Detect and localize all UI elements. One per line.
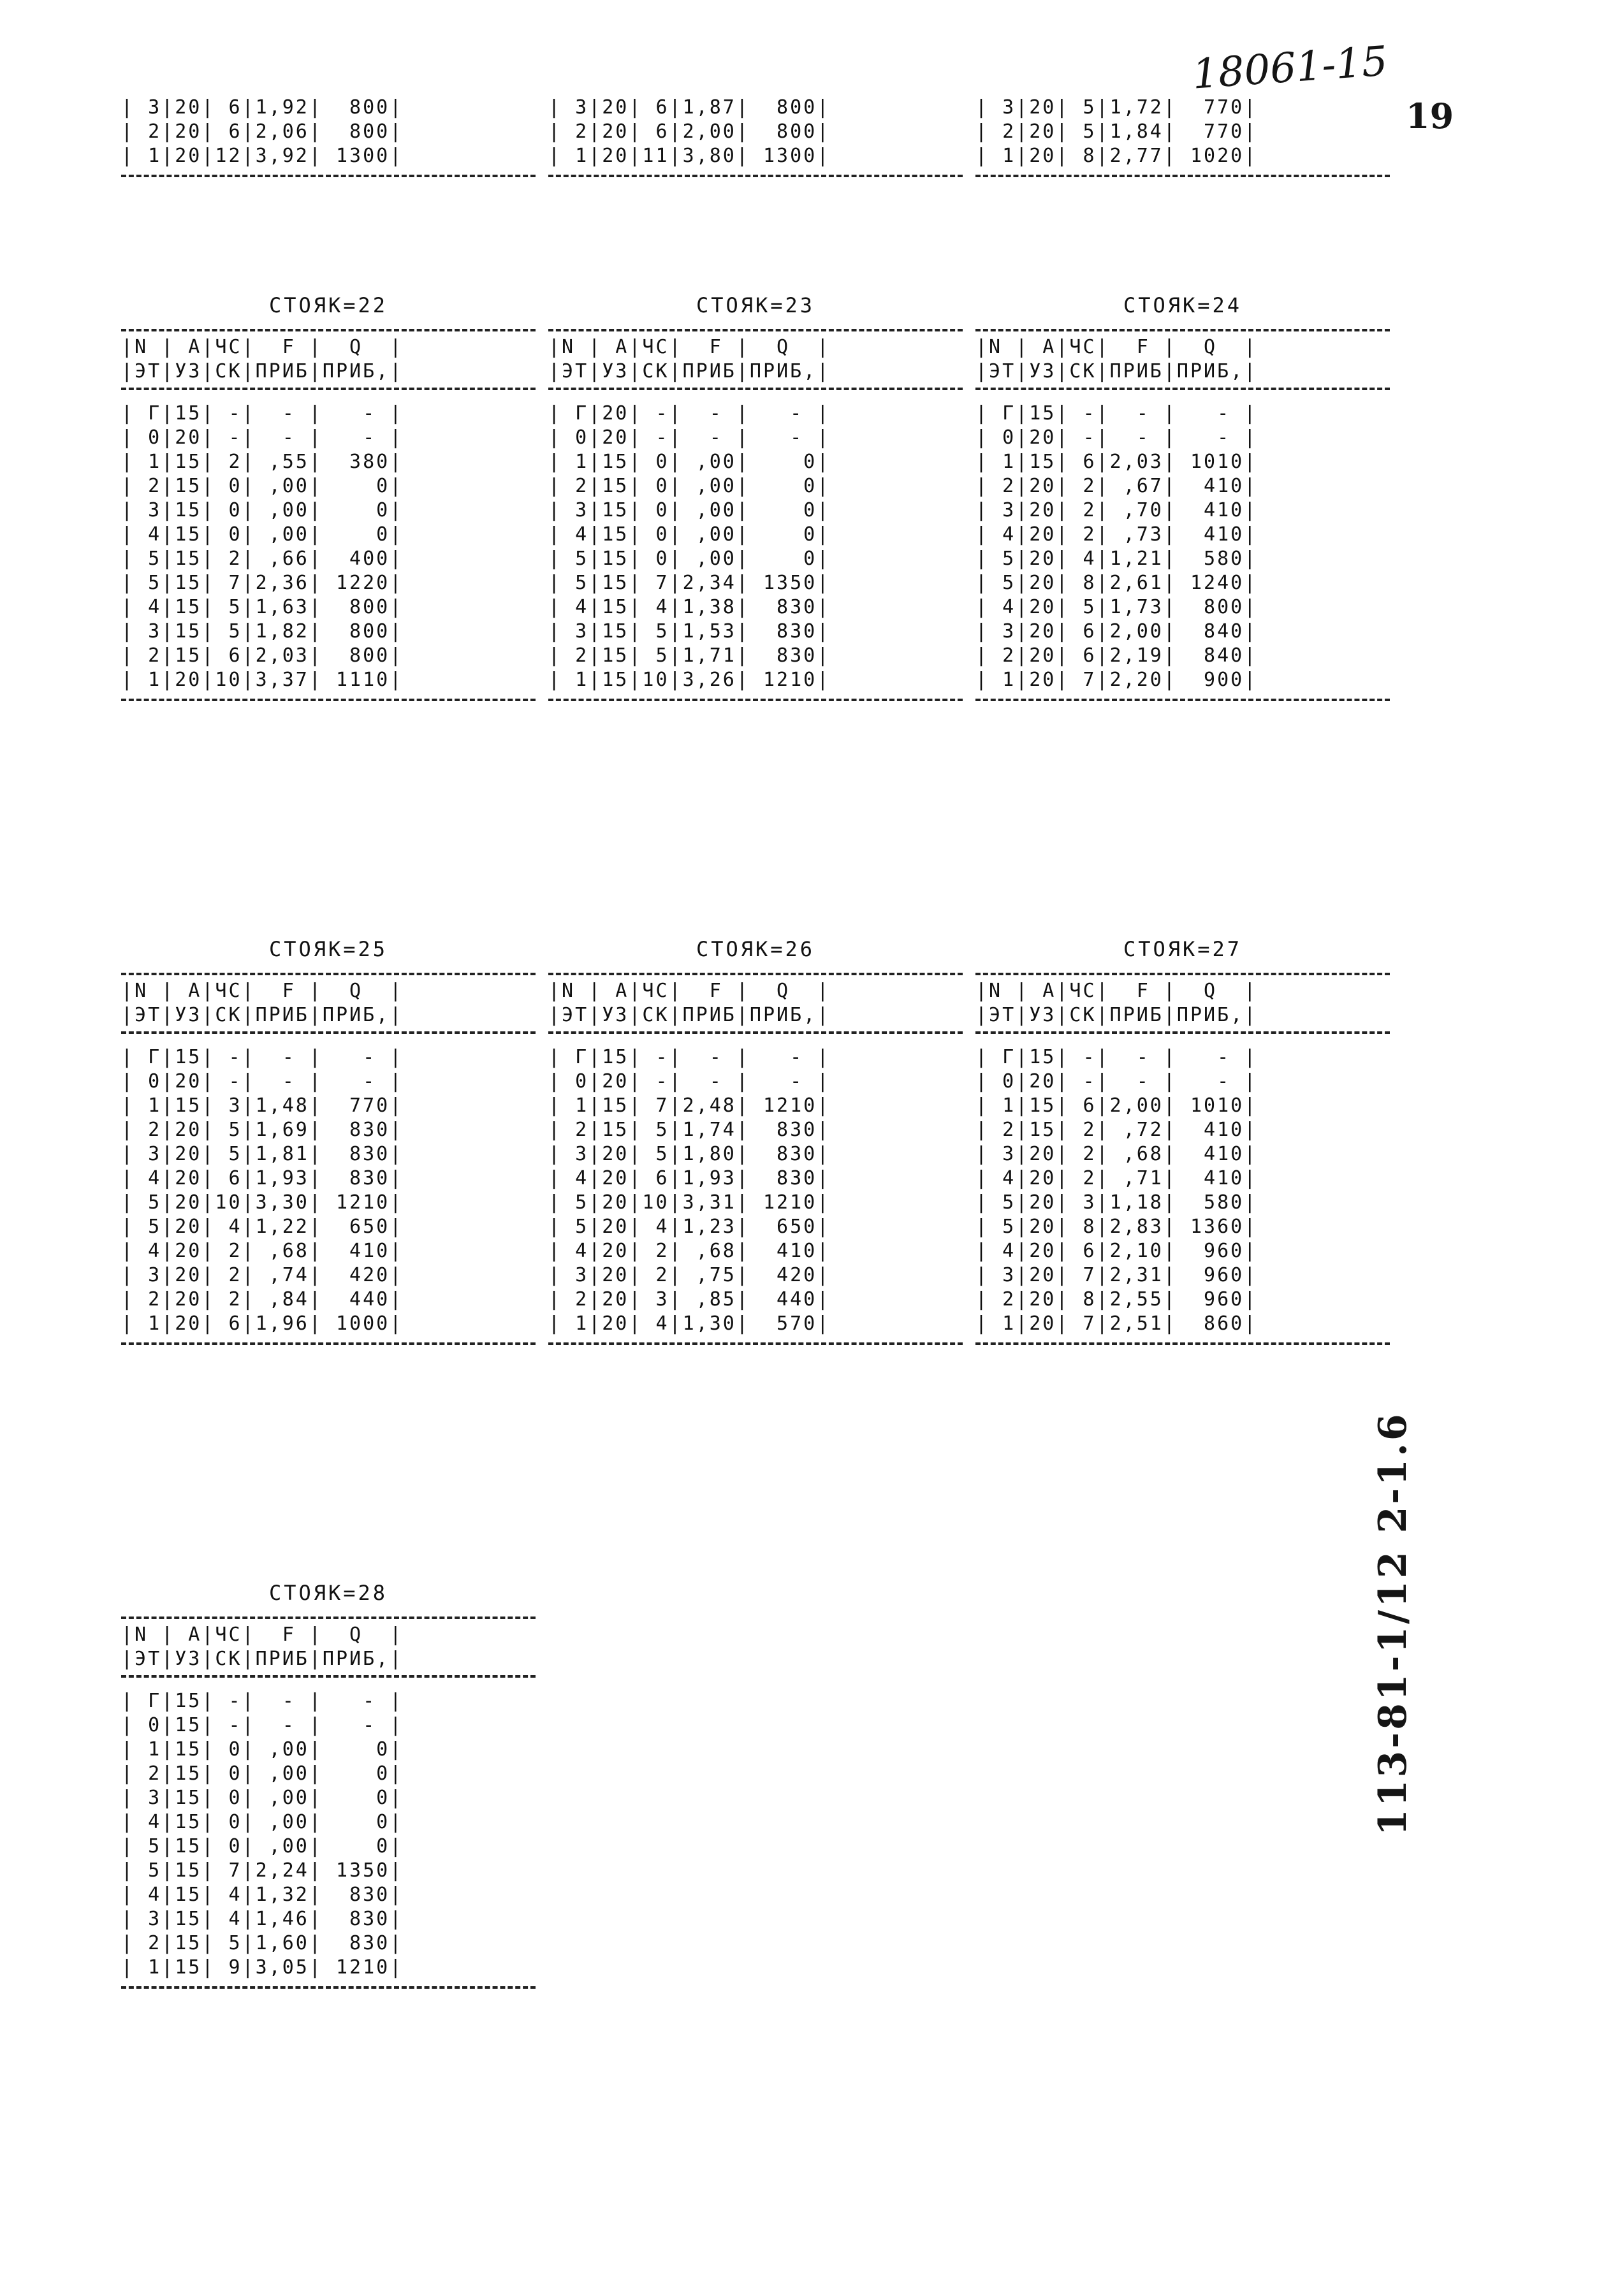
table-row: | 1|15| 6|2,00| 1010| [975, 1094, 1258, 1117]
column-header-line-1: |N | А|ЧС| F | Q | [121, 980, 404, 1002]
table-row: | 4|15| 0| ,00| 0| [121, 1811, 404, 1833]
column-header-line-1: |N | А|ЧС| F | Q | [548, 980, 831, 1002]
table-row: | 2|15| 0| ,00| 0| [121, 475, 404, 497]
table-row: | 1|20| 6|1,96| 1000| [121, 1312, 404, 1335]
table-row: | 0|20| -| - | - | [548, 426, 831, 449]
table-row: | 3|20| 6|1,87| 800| [548, 96, 831, 119]
column-header-line-2: |ЭТ|УЗ|СК|ПРИБ|ПРИБ,| [121, 1648, 404, 1670]
table-border [975, 329, 1390, 331]
table-border [121, 1617, 536, 1619]
table-row: | Г|15| -| - | - | [121, 402, 404, 425]
table-row: | 5|20| 4|1,22| 650| [121, 1216, 404, 1238]
riser-table-25 [121, 937, 536, 1349]
table-row: | 3|15| 0| ,00| 0| [121, 1787, 404, 1809]
table-row: | 5|15| 0| ,00| 0| [121, 1835, 404, 1857]
table-row: | 3|20| 5|1,72| 770| [975, 96, 1258, 119]
table-row: | 2|20| 5|1,84| 770| [975, 120, 1258, 143]
table-row: | 0|20| -| - | - | [121, 426, 404, 449]
table-row: | 1|15| 0| ,00| 0| [548, 451, 831, 473]
table-border [975, 1342, 1390, 1345]
table-border [548, 1342, 963, 1345]
table-row: | 3|20| 6|2,00| 840| [975, 620, 1258, 643]
table-row: | 2|15| 0| ,00| 0| [121, 1762, 404, 1785]
top-fragment-2 [548, 96, 963, 181]
column-header-line-2: |ЭТ|УЗ|СК|ПРИБ|ПРИБ,| [975, 360, 1258, 382]
riser-table-23 [548, 293, 963, 705]
table-row: | 1|20|11|3,80| 1300| [548, 145, 831, 167]
table-row: | 2|15| 5|1,74| 830| [548, 1119, 831, 1141]
table-row: | 5|15| 7|2,34| 1350| [548, 572, 831, 594]
table-row: | 5|20| 4|1,23| 650| [548, 1216, 831, 1238]
table-border [121, 1675, 536, 1678]
column-header-line-2: |ЭТ|УЗ|СК|ПРИБ|ПРИБ,| [121, 1004, 404, 1026]
table-row: | 0|20| -| - | - | [975, 1070, 1258, 1093]
table-row: | 2|20| 6|2,00| 800| [548, 120, 831, 143]
table-row: | 1|20| 7|2,51| 860| [975, 1312, 1258, 1335]
table-row: | 5|20|10|3,30| 1210| [121, 1191, 404, 1214]
column-header-line-2: |ЭТ|УЗ|СК|ПРИБ|ПРИБ,| [548, 360, 831, 382]
table-row: | 4|20| 2| ,71| 410| [975, 1167, 1258, 1189]
table-row: | 4|20| 2| ,73| 410| [975, 523, 1258, 546]
handwritten-document-number: 18061-15 [1190, 38, 1389, 99]
table-row: | 1|20|12|3,92| 1300| [121, 145, 404, 167]
table-row: | 4|15| 4|1,32| 830| [121, 1884, 404, 1906]
table-body [975, 402, 1390, 692]
column-header-line-2: |ЭТ|УЗ|СК|ПРИБ|ПРИБ,| [121, 360, 404, 382]
table-border [548, 973, 963, 975]
table-row: | 0|15| -| - | - | [121, 1714, 404, 1736]
table-row: | 5|15| 7|2,24| 1350| [121, 1859, 404, 1882]
table-row: | 1|20| 4|1,30| 570| [548, 1312, 831, 1335]
column-header-line-1: |N | А|ЧС| F | Q | [975, 336, 1258, 358]
table-row: | 1|15| 9|3,05| 1210| [121, 1956, 404, 1979]
table-row: | 1|15| 6|2,03| 1010| [975, 451, 1258, 473]
table-row: | 0|20| -| - | - | [548, 1070, 831, 1093]
table-body [121, 1689, 536, 1980]
table-row: | 2|20| 2| ,84| 440| [121, 1288, 404, 1311]
table-border [121, 973, 536, 975]
table-border [121, 1342, 536, 1345]
table-border [975, 699, 1390, 701]
table-row: | 2|20| 6|2,06| 800| [121, 120, 404, 143]
column-header-line-2: |ЭТ|УЗ|СК|ПРИБ|ПРИБ,| [548, 1004, 831, 1026]
table-row: | 2|20| 3| ,85| 440| [548, 1288, 831, 1311]
table-row: | 2|15| 5|1,60| 830| [121, 1932, 404, 1954]
table-title: СТОЯК=22 [268, 293, 388, 317]
table-row: | 2|20| 2| ,67| 410| [975, 475, 1258, 497]
table-border [548, 175, 963, 177]
table-row: | 5|20| 8|2,61| 1240| [975, 572, 1258, 594]
table-row: | 1|15| 2| ,55| 380| [121, 451, 404, 473]
table-border [548, 699, 963, 701]
table-border [548, 329, 963, 331]
table-row: | 2|15| 0| ,00| 0| [548, 475, 831, 497]
table-row: | Г|15| -| - | - | [975, 1046, 1258, 1068]
table-border [121, 388, 536, 390]
riser-table-28 [121, 1581, 536, 1993]
table-body [121, 402, 536, 692]
table-row: | 4|20| 5|1,73| 800| [975, 596, 1258, 618]
table-row: | 5|20| 3|1,18| 580| [975, 1191, 1258, 1214]
table-row: | 0|20| -| - | - | [975, 426, 1258, 449]
table-title: СТОЯК=23 [696, 293, 815, 317]
table-row: | 5|20|10|3,31| 1210| [548, 1191, 831, 1214]
column-header-line-2: |ЭТ|УЗ|СК|ПРИБ|ПРИБ,| [975, 1004, 1258, 1026]
table-row: | 5|15| 7|2,36| 1220| [121, 572, 404, 594]
table-row: | 1|15| 3|1,48| 770| [121, 1094, 404, 1117]
table-row: | 5|20| 4|1,21| 580| [975, 548, 1258, 570]
column-header-line-1: |N | А|ЧС| F | Q | [121, 1624, 404, 1646]
table-title: СТОЯК=26 [696, 937, 815, 961]
table-row: | 3|20| 2| ,74| 420| [121, 1264, 404, 1286]
table-row: | Г|20| -| - | - | [548, 402, 831, 425]
table-border [548, 388, 963, 390]
table-row: | 4|20| 6|1,93| 830| [121, 1167, 404, 1189]
table-body [548, 402, 963, 692]
table-row: | 2|20| 5|1,69| 830| [121, 1119, 404, 1141]
table-row: | 5|20| 8|2,83| 1360| [975, 1216, 1258, 1238]
page-number: 19 [1406, 96, 1454, 136]
table-border [121, 329, 536, 331]
table-row: | Г|15| -| - | - | [121, 1046, 404, 1068]
riser-table-22 [121, 293, 536, 705]
riser-table-27 [975, 937, 1390, 1349]
table-row: | 2|15| 2| ,72| 410| [975, 1119, 1258, 1141]
column-header-line-1: |N | А|ЧС| F | Q | [548, 336, 831, 358]
table-row: | 4|20| 6|2,10| 960| [975, 1240, 1258, 1262]
table-row: | 2|15| 6|2,03| 800| [121, 644, 404, 667]
table-row: | 2|20| 6|2,19| 840| [975, 644, 1258, 667]
table-row: | 2|20| 8|2,55| 960| [975, 1288, 1258, 1311]
table-row: | 1|20| 8|2,77| 1020| [975, 145, 1258, 167]
table-border [975, 973, 1390, 975]
table-row: | 1|20| 7|2,20| 900| [975, 669, 1258, 691]
table-row: | Г|15| -| - | - | [548, 1046, 831, 1068]
table-row: | 1|15| 7|2,48| 1210| [548, 1094, 831, 1117]
table-row: | Г|15| -| - | - | [121, 1690, 404, 1712]
table-title: СТОЯК=25 [268, 937, 388, 961]
table-row: | 4|15| 4|1,38| 830| [548, 596, 831, 618]
table-row: | 3|15| 4|1,46| 830| [121, 1908, 404, 1930]
riser-table-24 [975, 293, 1390, 705]
table-row: | 4|15| 0| ,00| 0| [548, 523, 831, 546]
table-body [121, 1045, 536, 1336]
table-border [121, 175, 536, 177]
table-row: | 0|20| -| - | - | [121, 1070, 404, 1093]
table-row: | 3|20| 2| ,70| 410| [975, 499, 1258, 521]
table-body [975, 1045, 1390, 1336]
table-title: СТОЯК=28 [268, 1581, 388, 1605]
table-row: | 4|20| 2| ,68| 410| [121, 1240, 404, 1262]
table-border [121, 1986, 536, 1989]
table-row: | 2|15| 5|1,71| 830| [548, 644, 831, 667]
table-row: | 4|15| 5|1,63| 800| [121, 596, 404, 618]
riser-table-26 [548, 937, 963, 1349]
table-row: | 4|20| 6|1,93| 830| [548, 1167, 831, 1189]
table-row: | 3|20| 7|2,31| 960| [975, 1264, 1258, 1286]
table-row: | 4|20| 2| ,68| 410| [548, 1240, 831, 1262]
table-row: | 3|20| 5|1,81| 830| [121, 1143, 404, 1165]
table-row: | 3|20| 2| ,68| 410| [975, 1143, 1258, 1165]
table-border [975, 388, 1390, 390]
table-border [975, 175, 1390, 177]
table-row: | 1|15| 0| ,00| 0| [121, 1738, 404, 1761]
table-row: | 3|20| 2| ,75| 420| [548, 1264, 831, 1286]
column-header-line-1: |N | А|ЧС| F | Q | [121, 336, 404, 358]
table-row: | 1|15|10|3,26| 1210| [548, 669, 831, 691]
table-row: | 3|15| 0| ,00| 0| [548, 499, 831, 521]
table-title: СТОЯК=24 [1123, 293, 1243, 317]
table-border [548, 1031, 963, 1034]
top-fragment-1 [121, 96, 536, 181]
table-row: | 3|15| 0| ,00| 0| [121, 499, 404, 521]
table-body [548, 1045, 963, 1336]
column-header-line-1: |N | А|ЧС| F | Q | [975, 980, 1258, 1002]
table-row: | 4|15| 0| ,00| 0| [121, 523, 404, 546]
table-row: | Г|15| -| - | - | [975, 402, 1258, 425]
table-border [121, 1031, 536, 1034]
table-title: СТОЯК=27 [1123, 937, 1243, 961]
side-document-code: 113-81-1/12 2-1.6 [1371, 1411, 1415, 1836]
table-row: | 3|15| 5|1,53| 830| [548, 620, 831, 643]
table-row: | 1|20|10|3,37| 1110| [121, 669, 404, 691]
table-row: | 5|15| 0| ,00| 0| [548, 548, 831, 570]
table-border [121, 699, 536, 701]
table-row: | 3|20| 6|1,92| 800| [121, 96, 404, 119]
table-border [975, 1031, 1390, 1034]
table-row: | 3|15| 5|1,82| 800| [121, 620, 404, 643]
table-row: | 5|15| 2| ,66| 400| [121, 548, 404, 570]
table-row: | 3|20| 5|1,80| 830| [548, 1143, 831, 1165]
top-fragment-3 [975, 96, 1390, 181]
